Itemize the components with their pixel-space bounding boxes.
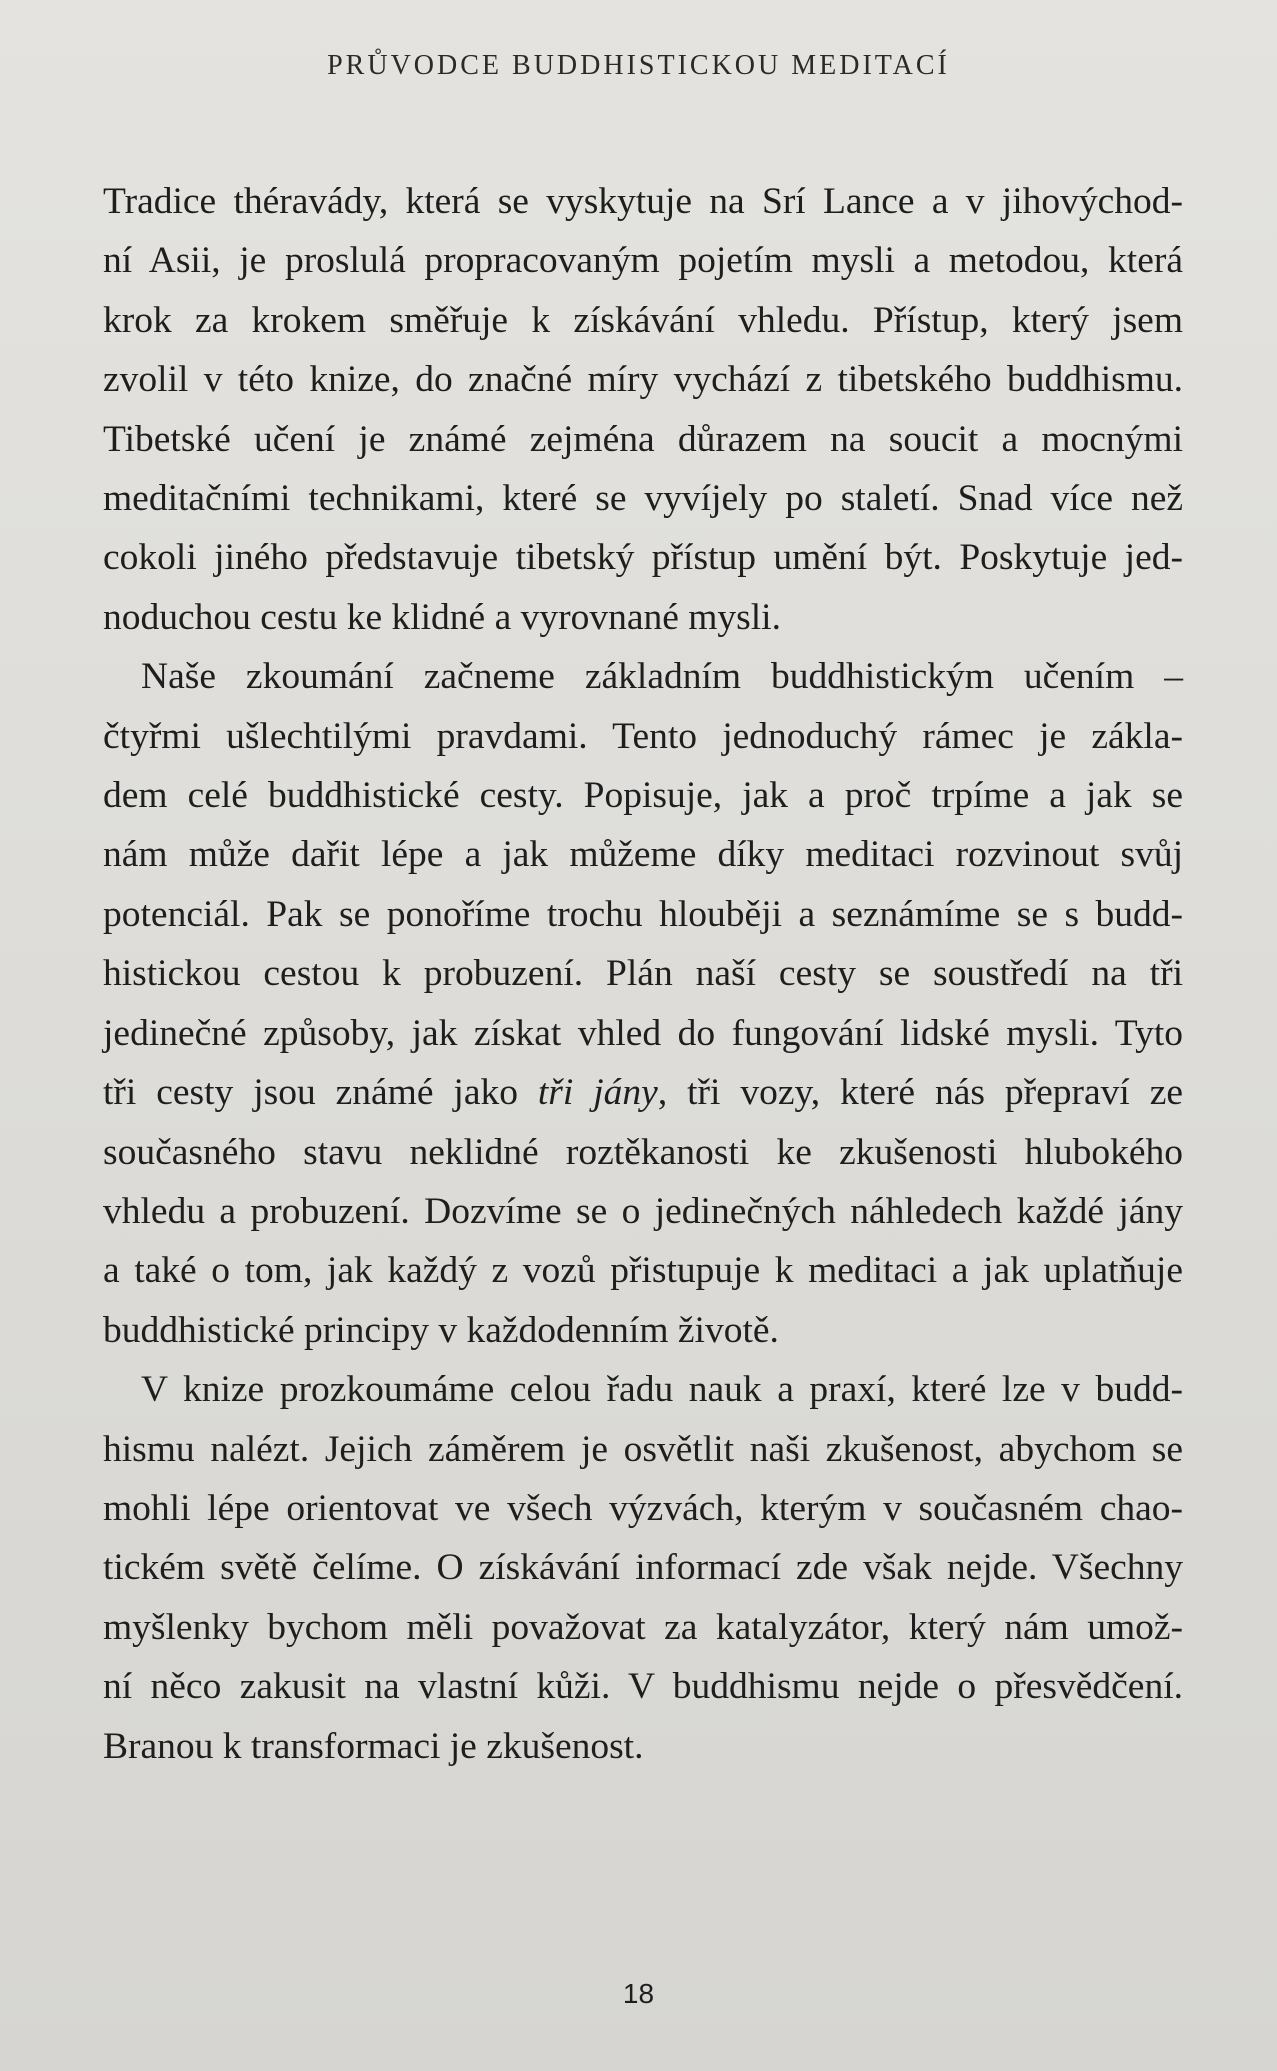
text-line: mohli lépe orientovat ve všech výzvách, kterým v současném chao- (103, 1487, 1183, 1529)
text-line: Tibetské učení je známé zejména důrazem na soucit a mocnými (103, 418, 1183, 460)
text-line: jedinečné způsoby, jak získat vhled do fungování lidské mysli. Tyto (103, 1012, 1183, 1054)
text-line: histickou cestou k probuzení. Plán naší cesty se soustředí na tři (103, 953, 1183, 995)
text-line: Naše zkoumání začneme základním buddhistickým učením – (141, 656, 1183, 698)
text-line: myšlenky bychom měli považovat za katalyzátor, který nám umož- (103, 1606, 1183, 1648)
text-line: a také o tom, jak každý z vozů přistupuje k meditaci a jak uplatňuje (103, 1250, 1183, 1292)
text-line: cokoli jiného představuje tibetský přístup umění být. Poskytuje jed- (103, 537, 1183, 579)
text-segment: , tři vozy, které nás přepraví ze (657, 1072, 1183, 1114)
text-line: nám může dařit lépe a jak můžeme díky meditaci rozvinout svůj (103, 834, 1183, 876)
body-text (103, 172, 1183, 1776)
paragraph-3 (103, 1360, 1183, 1776)
paragraph-1 (103, 172, 1183, 647)
text-segment: tři cesty jsou známé jako (103, 1072, 538, 1114)
italic-term: tři jány (537, 1072, 658, 1114)
text-line: současného stavu neklidné roztěkanosti ke zkušenosti hlubokého (103, 1131, 1183, 1173)
text-line: meditačními technikami, které se vyvíjely po staletí. Snad více než (103, 478, 1183, 520)
text-line: noduchou cestu ke klidné a vyrovnané mysli. (103, 596, 781, 638)
text-line: krok za krokem směřuje k získávání vhledu. Přístup, který jsem (103, 299, 1183, 341)
text-line: tickém světě čelíme. O získávání informací zde však nejde. Všechny (103, 1547, 1183, 1589)
running-header: PRŮVODCE BUDDHISTICKOU MEDITACÍ (327, 50, 950, 81)
paragraph-2 (103, 647, 1183, 1360)
text-line: potenciál. Pak se ponoříme trochu hlouběji a seznámíme se s budd- (103, 893, 1183, 935)
text-line: ní Asii, je proslulá propracovaným pojetím mysli a metodou, která (103, 240, 1183, 282)
text-line: hismu nalézt. Jejich záměrem je osvětlit naši zkušenost, abychom se (103, 1428, 1183, 1470)
text-line: čtyřmi ušlechtilými pravdami. Tento jednoduchý rámec je zákla- (103, 715, 1183, 757)
text-line: Branou k transformaci je zkušenost. (103, 1725, 644, 1767)
text-line (103, 1063, 1183, 1122)
text-line: vhledu a probuzení. Dozvíme se o jedinečných náhledech každé jány (103, 1190, 1183, 1232)
text-line: Tradice théravády, která se vyskytuje na Srí Lance a v jihovýchod- (103, 181, 1183, 222)
text-line: zvolil v této knize, do značné míry vychází z tibetského buddhismu. (103, 359, 1183, 401)
page-number: 18 (622, 1978, 655, 2009)
text-line: V knize prozkoumáme celou řadu nauk a praxí, které lze v budd- (141, 1369, 1183, 1411)
text-line: buddhistické principy v každodenním životě. (103, 1309, 779, 1351)
text-line: dem celé buddhistické cesty. Popisuje, jak a proč trpíme a jak se (103, 775, 1183, 817)
text-line: ní něco zakusit na vlastní kůži. V buddhismu nejde o přesvědčení. (103, 1666, 1183, 1708)
